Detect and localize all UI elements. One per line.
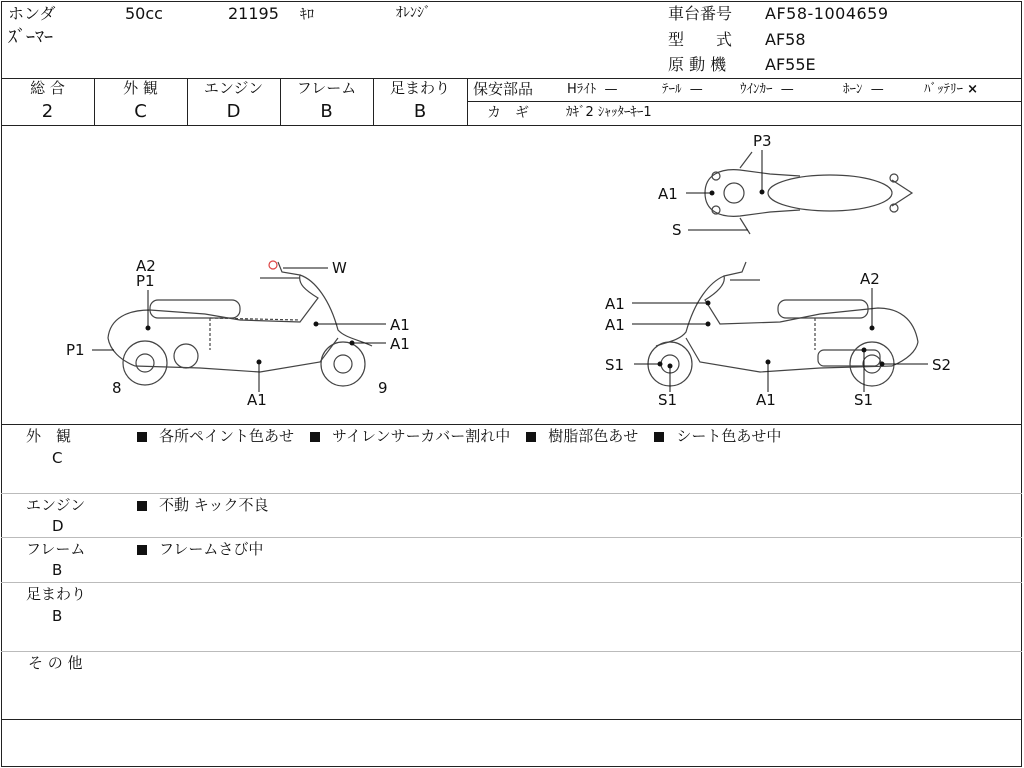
bullet-icon [310,432,320,442]
bullet-icon [654,432,664,442]
diagram-label: S1 [605,356,625,374]
bullet-icon [137,432,147,442]
key-label: カ ギ [487,105,529,121]
diagram-label: P3 [753,132,772,150]
mileage-unit: ｷﾛ [300,7,314,23]
note-label: エンジン [26,496,86,514]
divider [467,101,1022,102]
divider [1,651,1022,652]
color: ｵﾚﾝｼﾞ [396,5,431,21]
engine-label: 原 動 機 [668,55,727,74]
type-value: AF58 [765,30,806,49]
diagram-label: P1 [136,272,155,290]
damage-diagram [0,126,1022,424]
grade-value-frame: B [320,101,333,122]
note-grade: B [52,561,63,579]
divider [1,493,1022,494]
diagram-label: S1 [854,391,874,409]
note-items: 不動 キック不良 [137,498,284,513]
grade-label-suspension: 足まわり [389,79,450,97]
safety-item-horn: ﾎｰﾝ — [843,82,884,97]
note-grade: C [52,449,63,467]
diagram-label: 8 [112,379,122,397]
bullet-icon [526,432,536,442]
frame-no-label: 車台番号 [668,4,733,23]
divider [1,537,1022,538]
diagram-label: S1 [658,391,678,409]
maker: ホンダ [8,4,56,23]
frame-no: AF58-1004659 [765,4,889,23]
key-value: ｶｷﾞ2 ｼｬｯﾀｰｷｰ1 [566,105,652,120]
note-items: 各所ペイント色あせ サイレンサーカバー割れ中 樹脂部色あせ シート色あせ中 [137,429,797,444]
grade-value-suspension: B [413,101,427,122]
engine-value: AF55E [765,55,816,74]
grade-value-overall: 2 [41,101,54,122]
divider [467,78,468,125]
note-label: フレーム [26,540,86,558]
note-label: 足まわり [26,585,87,603]
grade-value-appearance: C [134,101,147,122]
diagram-label: S2 [932,356,952,374]
diagram-label: A1 [390,335,410,353]
grade-label-frame: フレーム [296,79,357,97]
safety-item-tail: ﾃｰﾙ — [662,82,703,97]
grade-label-overall: 総 合 [30,79,65,97]
divider [1,719,1022,720]
safety-label: 保安部品 [473,80,534,98]
diagram-label: S [672,221,682,239]
type-label: 型 式 [668,30,733,49]
note-label: そ の 他 [28,654,83,672]
note-grade: D [52,517,64,535]
bullet-icon [137,545,147,555]
diagram-label: A2 [136,257,156,275]
safety-item-winker: ｳｲﾝｶｰ — [740,82,794,97]
model-name: ｽﾞｰﾏｰ [8,27,53,48]
mileage: 21195 [228,4,279,23]
diagram-label: A1 [247,391,267,409]
diagram-label: A1 [390,316,410,334]
diagram-label: P1 [66,341,85,359]
displacement: 50cc [125,4,163,23]
diagram-label: W [332,259,347,277]
grade-value-engine: D [226,101,241,122]
diagram-label: A1 [658,185,678,203]
bullet-icon [137,501,147,511]
grade-label-appearance: 外 観 [123,79,158,97]
safety-item-battery: ﾊﾞｯﾃﾘｰ × [924,82,979,97]
grade-label-engine: エンジン [203,79,264,97]
diagram-label: A1 [605,316,625,334]
note-items: フレームさび中 [137,542,279,557]
divider [1,582,1022,583]
diagram-label: A2 [860,270,880,288]
diagram-label: 9 [378,379,388,397]
divider [1,424,1022,425]
note-label: 外 観 [26,427,72,445]
scooter-top-view [705,152,912,234]
note-grade: B [52,607,63,625]
diagram-label: A1 [605,295,625,313]
diagram-label: A1 [756,391,776,409]
safety-item-headlight: Hﾗｲﾄ — [567,82,618,97]
